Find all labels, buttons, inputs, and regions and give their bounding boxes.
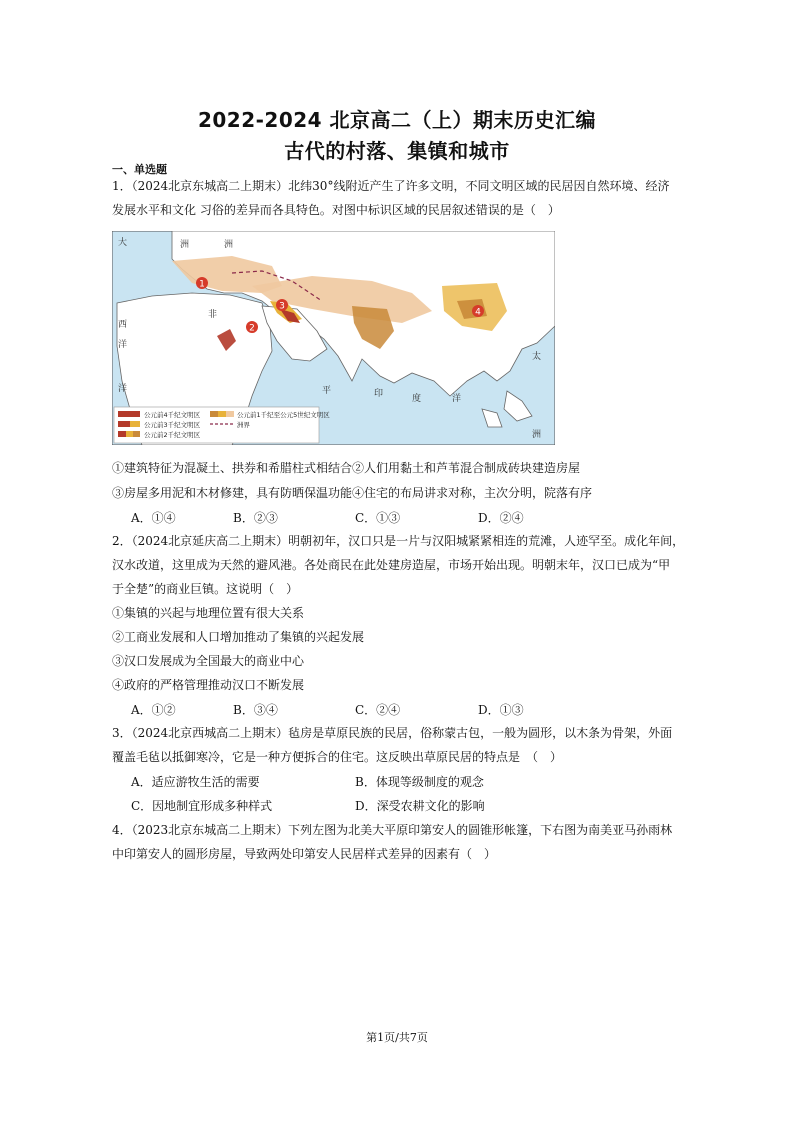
legend-label-2: 公元前3千纪文明区	[144, 421, 201, 429]
map-label: 太	[532, 352, 542, 362]
legend-label-4: 公元前1千纪至公元5世纪文明区	[237, 411, 330, 419]
q2-option-a[interactable]: A．①②	[131, 703, 176, 717]
q2-statement-3: ③汉口发展成为全国最大的商业中心	[112, 654, 305, 668]
legend-swatch-3a	[118, 431, 126, 437]
marker-3-label: 3	[279, 301, 285, 312]
legend-swatch-4a	[210, 411, 218, 417]
q2-statement-1: ①集镇的兴起与地理位置有很大关系	[112, 606, 305, 620]
q3-option-d[interactable]: D．深受农耕文化的影响	[355, 799, 485, 813]
q2-statement-2: ②工商业发展和人口增加推动了集镇的兴起发展	[112, 630, 365, 644]
map-label: 洲	[224, 240, 234, 250]
legend-swatch-2a	[118, 421, 130, 427]
q2-stem-line-2: 汉水改道，这里成为天然的避风港。各处商民在此处建房造屋，市场开始出现。明朝末年，汉口已成为“甲	[112, 558, 671, 572]
q2-option-c[interactable]: C．②④	[355, 703, 401, 717]
document-title: 2022-2024 北京高二（上）期末历史汇编	[197, 108, 597, 132]
q4-stem-line-2: 中印第安人的圆形房屋，导致两处印第安人民居样式差异的因素有（ ）	[112, 847, 497, 861]
map-label: 度	[412, 394, 422, 404]
legend-label-5: 洲界	[237, 421, 250, 429]
map-label: 洋	[118, 340, 128, 350]
q3-stem-line-1: 3．（2024北京西城高二上期末）毡房是草原民族的民居，俗称蒙古包，一般为圆形，以木条为骨架，外面	[112, 726, 673, 740]
q1-option-a[interactable]: A．①④	[131, 511, 176, 525]
marker-4-label: 4	[475, 307, 481, 318]
q1-statement-1: ①建筑特征为混凝土、拱券和希腊柱式相结合②人们用黏土和芦苇混合制成砖块建造房屋	[112, 461, 581, 475]
map-label: 平	[322, 386, 332, 396]
legend-swatch-4c	[226, 411, 234, 417]
section-heading: 一、单选题	[112, 163, 167, 176]
q3-option-b[interactable]: B．体现等级制度的观念	[355, 775, 484, 789]
map-label: 洲	[180, 240, 190, 250]
q1-statement-2: ③房屋多用泥和木材修建，具有防晒保温功能④住宅的布局讲求对称，主次分明，院落有序	[112, 486, 593, 500]
q3-stem-line-2: 覆盖毛毡以抵御寒冷，它是一种方便拆合的住宅。这反映出草原民居的特点是 （ ）	[112, 750, 563, 764]
marker-1-label: 1	[199, 279, 205, 290]
map-label: 印	[374, 389, 384, 399]
legend-swatch-1	[118, 411, 140, 417]
map-label: 洋	[118, 384, 128, 394]
q3-option-a[interactable]: A．适应游牧生活的需要	[131, 775, 260, 789]
q1-option-b[interactable]: B．②③	[233, 511, 278, 525]
map-svg	[112, 231, 555, 445]
legend-swatch-4b	[218, 411, 226, 417]
q1-option-d[interactable]: D．②④	[478, 511, 524, 525]
q2-option-b[interactable]: B．③④	[233, 703, 278, 717]
q2-statement-4: ④政府的严格管理推动汉口不断发展	[112, 678, 305, 692]
civilization-map	[112, 231, 555, 445]
q1-stem-line-1: 1．（2024北京东城高二上期末）北纬30°线附近产生了许多文明，不同文明区域的民居因自然环境、经济	[112, 179, 670, 193]
legend-swatch-3b	[126, 431, 133, 437]
legend-label-3: 公元前2千纪文明区	[144, 431, 201, 439]
map-label: 西	[118, 320, 128, 330]
q2-option-d[interactable]: D．①③	[478, 703, 524, 717]
marker-2-label: 2	[249, 323, 255, 334]
q1-stem-line-2: 发展水平和文化 习俗的差异而各具特色。对图中标识区域的民居叙述错误的是（ ）	[112, 203, 560, 217]
q2-stem-line-3: 于全楚”的商业巨镇。这说明（ ）	[112, 582, 299, 596]
q1-option-c[interactable]: C．①③	[355, 511, 401, 525]
page-footer: 第1页/共7页	[366, 1031, 428, 1044]
legend-swatch-2b	[130, 421, 140, 427]
map-label: 非	[208, 310, 218, 320]
q2-stem-line-1: 2．（2024北京延庆高二上期末）明朝初年，汉口只是一片与汉阳城紧紧相连的荒滩，人迹罕至。成化年间，	[112, 534, 685, 548]
q3-option-c[interactable]: C．因地制宜形成多种样式	[131, 799, 273, 813]
document-subtitle: 古代的村落、集镇和城市	[284, 139, 510, 163]
map-label: 洲	[532, 430, 542, 440]
map-label: 洋	[452, 394, 462, 404]
q4-stem-line-1: 4．（2023北京东城高二上期末）下列左图为北美大平原印第安人的圆锥形帐篷，下右图为南美亚马孙雨林	[112, 823, 673, 837]
legend-label-1: 公元前4千纪文明区	[144, 411, 201, 419]
legend-swatch-3c	[133, 431, 140, 437]
map-label: 大	[118, 238, 128, 248]
